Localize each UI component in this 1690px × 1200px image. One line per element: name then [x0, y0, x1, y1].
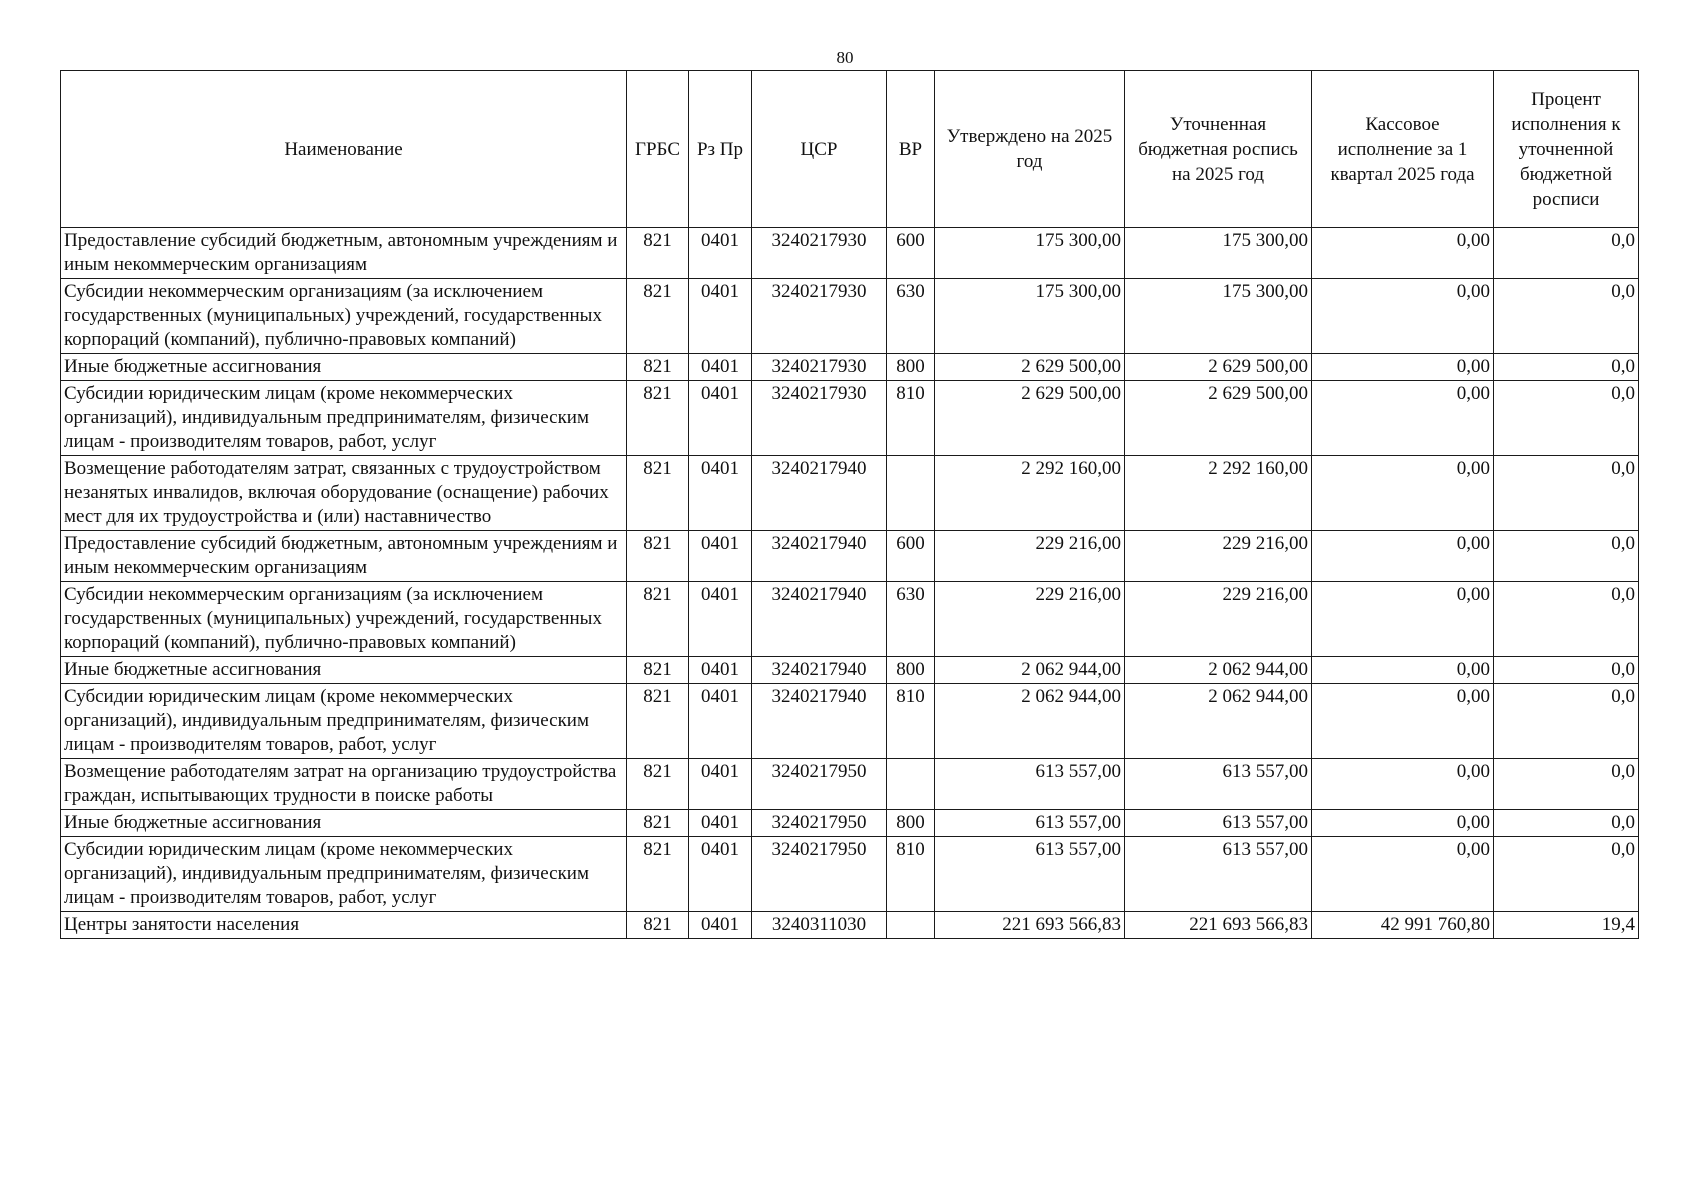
table-row	[61, 810, 1639, 837]
cell-vr: 800	[887, 354, 935, 381]
cell-grbs: 821	[627, 810, 689, 837]
table-row	[61, 657, 1639, 684]
cell-grbs: 821	[627, 912, 689, 939]
cell-approved: 613 557,00	[935, 837, 1125, 912]
cell-csr: 3240217930	[752, 354, 887, 381]
cell-vr: 600	[887, 228, 935, 279]
cell-refined: 2 062 944,00	[1125, 684, 1312, 759]
cell-rzpr: 0401	[689, 912, 752, 939]
cell-rzpr: 0401	[689, 684, 752, 759]
header-vr: ВР	[887, 71, 935, 228]
cell-cash: 0,00	[1312, 657, 1494, 684]
cell-vr: 800	[887, 657, 935, 684]
cell-grbs: 821	[627, 354, 689, 381]
table-row	[61, 354, 1639, 381]
cell-grbs: 821	[627, 381, 689, 456]
table-row	[61, 837, 1639, 912]
header-cash: Кассовое исполнение за 1 квартал 2025 года	[1312, 71, 1494, 228]
cell-csr: 3240217940	[752, 582, 887, 657]
cell-cash: 0,00	[1312, 582, 1494, 657]
header-rzpr: Рз Пр	[689, 71, 752, 228]
cell-cash: 0,00	[1312, 810, 1494, 837]
cell-grbs: 821	[627, 684, 689, 759]
cell-cash: 0,00	[1312, 759, 1494, 810]
header-row	[61, 71, 1639, 228]
cell-approved: 229 216,00	[935, 582, 1125, 657]
cell-name: Иные бюджетные ассигнования	[61, 354, 627, 381]
cell-percent: 0,0	[1494, 837, 1639, 912]
cell-vr	[887, 759, 935, 810]
cell-csr: 3240217950	[752, 810, 887, 837]
cell-percent: 0,0	[1494, 582, 1639, 657]
table-row	[61, 531, 1639, 582]
cell-refined: 2 629 500,00	[1125, 354, 1312, 381]
cell-rzpr: 0401	[689, 279, 752, 354]
cell-approved: 2 629 500,00	[935, 354, 1125, 381]
cell-cash: 0,00	[1312, 531, 1494, 582]
cell-refined: 221 693 566,83	[1125, 912, 1312, 939]
cell-approved: 2 062 944,00	[935, 684, 1125, 759]
cell-name: Субсидии юридическим лицам (кроме некоммерческих организаций), индивидуальным предпринимателям, физическим лицам - производителям товаров, работ, услуг	[61, 381, 627, 456]
cell-approved: 613 557,00	[935, 759, 1125, 810]
cell-approved: 175 300,00	[935, 279, 1125, 354]
cell-name: Субсидии некоммерческим организациям (за исключением государственных (муниципальных) учреждений, государственных корпораций (компаний), публично-правовых компаний)	[61, 582, 627, 657]
cell-grbs: 821	[627, 279, 689, 354]
table-row	[61, 381, 1639, 456]
cell-name: Возмещение работодателям затрат, связанных с трудоустройством незанятых инвалидов, включая оборудование (оснащение) рабочих мест для их трудоустройства и (или) наставничество	[61, 456, 627, 531]
cell-cash: 0,00	[1312, 684, 1494, 759]
cell-refined: 2 062 944,00	[1125, 657, 1312, 684]
cell-rzpr: 0401	[689, 810, 752, 837]
cell-cash: 0,00	[1312, 837, 1494, 912]
cell-csr: 3240217930	[752, 279, 887, 354]
table-row	[61, 912, 1639, 939]
cell-refined: 613 557,00	[1125, 759, 1312, 810]
cell-approved: 221 693 566,83	[935, 912, 1125, 939]
cell-rzpr: 0401	[689, 531, 752, 582]
cell-name: Предоставление субсидий бюджетным, автономным учреждениям и иным некоммерческим организациям	[61, 228, 627, 279]
cell-approved: 2 629 500,00	[935, 381, 1125, 456]
cell-csr: 3240217950	[752, 837, 887, 912]
cell-approved: 175 300,00	[935, 228, 1125, 279]
cell-name: Иные бюджетные ассигнования	[61, 810, 627, 837]
cell-name: Субсидии некоммерческим организациям (за исключением государственных (муниципальных) учреждений, государственных корпораций (компаний), публично-правовых компаний)	[61, 279, 627, 354]
cell-vr	[887, 456, 935, 531]
cell-rzpr: 0401	[689, 582, 752, 657]
cell-percent: 0,0	[1494, 810, 1639, 837]
cell-grbs: 821	[627, 582, 689, 657]
header-percent: Процент исполнения к уточненной бюджетной росписи	[1494, 71, 1639, 228]
cell-vr: 800	[887, 810, 935, 837]
cell-percent: 0,0	[1494, 531, 1639, 582]
cell-cash: 0,00	[1312, 228, 1494, 279]
cell-rzpr: 0401	[689, 354, 752, 381]
cell-csr: 3240311030	[752, 912, 887, 939]
cell-cash: 42 991 760,80	[1312, 912, 1494, 939]
cell-csr: 3240217930	[752, 228, 887, 279]
cell-percent: 0,0	[1494, 228, 1639, 279]
cell-refined: 2 292 160,00	[1125, 456, 1312, 531]
cell-rzpr: 0401	[689, 228, 752, 279]
cell-rzpr: 0401	[689, 657, 752, 684]
cell-percent: 0,0	[1494, 657, 1639, 684]
cell-vr: 600	[887, 531, 935, 582]
cell-refined: 229 216,00	[1125, 531, 1312, 582]
cell-vr: 810	[887, 684, 935, 759]
cell-refined: 2 629 500,00	[1125, 381, 1312, 456]
cell-rzpr: 0401	[689, 837, 752, 912]
cell-vr	[887, 912, 935, 939]
cell-rzpr: 0401	[689, 759, 752, 810]
cell-grbs: 821	[627, 837, 689, 912]
cell-refined: 175 300,00	[1125, 228, 1312, 279]
cell-refined: 613 557,00	[1125, 837, 1312, 912]
cell-name: Центры занятости населения	[61, 912, 627, 939]
cell-refined: 175 300,00	[1125, 279, 1312, 354]
budget-table	[60, 70, 1639, 939]
cell-percent: 0,0	[1494, 279, 1639, 354]
header-csr: ЦСР	[752, 71, 887, 228]
header-approved: Утверждено на 2025 год	[935, 71, 1125, 228]
cell-csr: 3240217930	[752, 381, 887, 456]
table-row	[61, 759, 1639, 810]
table-row	[61, 582, 1639, 657]
cell-percent: 0,0	[1494, 456, 1639, 531]
cell-percent: 0,0	[1494, 684, 1639, 759]
cell-vr: 810	[887, 381, 935, 456]
cell-name: Предоставление субсидий бюджетным, автономным учреждениям и иным некоммерческим организациям	[61, 531, 627, 582]
header-name: Наименование	[61, 71, 627, 228]
cell-rzpr: 0401	[689, 381, 752, 456]
cell-percent: 0,0	[1494, 759, 1639, 810]
cell-approved: 613 557,00	[935, 810, 1125, 837]
header-refined: Уточненная бюджетная роспись на 2025 год	[1125, 71, 1312, 228]
cell-grbs: 821	[627, 657, 689, 684]
table-row	[61, 684, 1639, 759]
header-grbs: ГРБС	[627, 71, 689, 228]
cell-grbs: 821	[627, 759, 689, 810]
cell-csr: 3240217950	[752, 759, 887, 810]
cell-refined: 613 557,00	[1125, 810, 1312, 837]
cell-cash: 0,00	[1312, 381, 1494, 456]
cell-percent: 0,0	[1494, 381, 1639, 456]
cell-percent: 19,4	[1494, 912, 1639, 939]
cell-csr: 3240217940	[752, 684, 887, 759]
cell-percent: 0,0	[1494, 354, 1639, 381]
cell-refined: 229 216,00	[1125, 582, 1312, 657]
cell-name: Возмещение работодателям затрат на организацию трудоустройства граждан, испытывающих трудности в поиске работы	[61, 759, 627, 810]
cell-approved: 2 292 160,00	[935, 456, 1125, 531]
cell-cash: 0,00	[1312, 279, 1494, 354]
cell-name: Субсидии юридическим лицам (кроме некоммерческих организаций), индивидуальным предпринимателям, физическим лицам - производителям товаров, работ, услуг	[61, 684, 627, 759]
cell-cash: 0,00	[1312, 456, 1494, 531]
cell-name: Субсидии юридическим лицам (кроме некоммерческих организаций), индивидуальным предпринимателям, физическим лицам - производителям товаров, работ, услуг	[61, 837, 627, 912]
cell-grbs: 821	[627, 456, 689, 531]
table-row	[61, 228, 1639, 279]
cell-grbs: 821	[627, 228, 689, 279]
cell-rzpr: 0401	[689, 456, 752, 531]
table-row	[61, 456, 1639, 531]
cell-grbs: 821	[627, 531, 689, 582]
cell-csr: 3240217940	[752, 456, 887, 531]
cell-approved: 2 062 944,00	[935, 657, 1125, 684]
page-number: 80	[836, 48, 854, 67]
cell-approved: 229 216,00	[935, 531, 1125, 582]
cell-csr: 3240217940	[752, 657, 887, 684]
cell-vr: 630	[887, 279, 935, 354]
cell-name: Иные бюджетные ассигнования	[61, 657, 627, 684]
cell-csr: 3240217940	[752, 531, 887, 582]
cell-vr: 630	[887, 582, 935, 657]
cell-cash: 0,00	[1312, 354, 1494, 381]
cell-vr: 810	[887, 837, 935, 912]
table-row	[61, 279, 1639, 354]
